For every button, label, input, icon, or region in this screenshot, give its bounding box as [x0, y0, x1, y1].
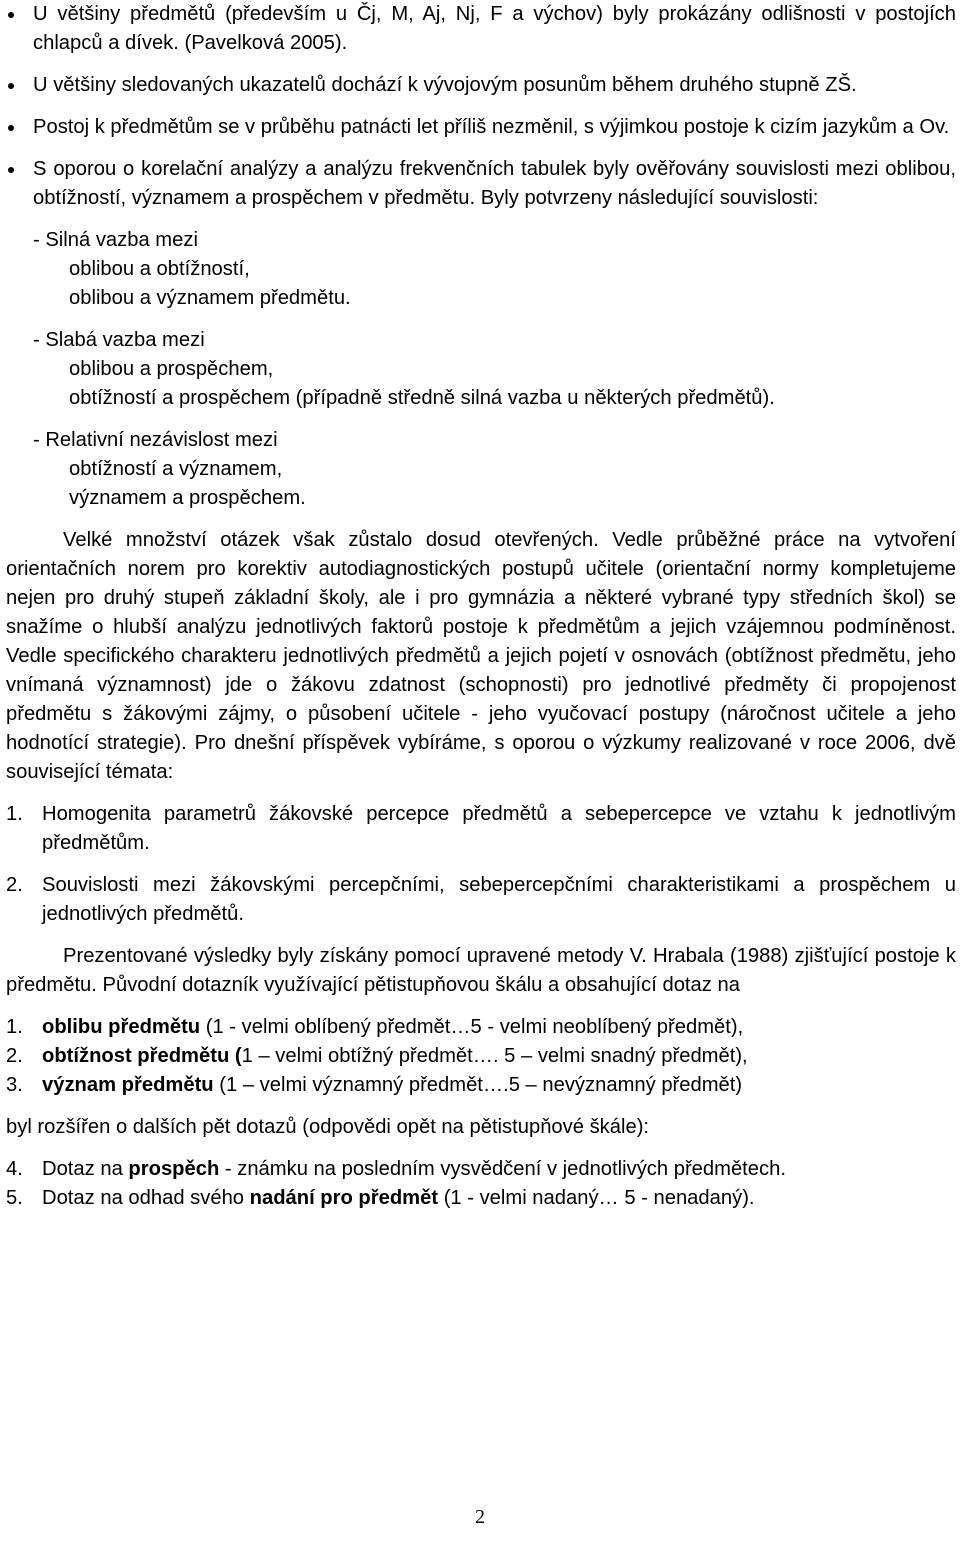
relation-line: oblibou a obtížností, — [69, 258, 250, 280]
topic-number: 1. — [6, 803, 23, 825]
page-number: 2 — [475, 1506, 485, 1528]
finding-text: S oporou o korelační analýzy a analýzu frekvenčních tabulek byly ověřovány souvislosti mezi oblibou, obtížností, významem a prospěchem v předmětu. Byly potvrzeny následující souvislosti: — [33, 158, 956, 209]
bullet-icon — [8, 167, 14, 173]
extra-question-pre: Dotaz na odhad svého — [42, 1187, 250, 1209]
topic-text: Souvislosti mezi žákovskými percepčními, sebepercepčními charakteristikami a prospěchem u jednotlivých předmětů. — [42, 874, 956, 925]
finding-text: U většiny předmětů (především u Čj, M, Aj, Nj, F a výchov) byly prokázány odlišnosti v postojích chlapců a dívek. (Pavelková 2005). — [33, 3, 956, 54]
relation-heading: - Silná vazba mezi — [33, 229, 198, 251]
relation-line: obtížností a významem, — [69, 458, 283, 480]
questions-list — [6, 1013, 956, 1100]
extra-question-rest: - známku na posledním vysvědčení v jednotlivých předmětech. — [219, 1158, 786, 1180]
extra-question-number: 4. — [6, 1158, 23, 1180]
topics-list — [6, 800, 956, 929]
question-bold: význam předmětu — [42, 1074, 214, 1096]
question-item — [6, 1042, 956, 1071]
question-rest: (1 - velmi oblíbený předmět…5 - velmi neoblíbený předmět), — [200, 1016, 744, 1038]
topic-item — [6, 871, 956, 929]
finding-item — [6, 155, 956, 213]
finding-item — [6, 71, 956, 100]
relation-line: obtížností a prospěchem (případně středně silná vazba u některých předmětů). — [69, 387, 775, 409]
topic-text: Homogenita parametrů žákovské percepce předmětů a sebepercepce ve vztahu k jednotlivým předmětům. — [42, 803, 956, 854]
question-item — [6, 1071, 956, 1100]
body-paragraph: Prezentované výsledky byly získány pomocí upravené metody V. Hrabala (1988) zjišťující postoje k předmětu. Původní dotazník využívající pětistupňovou škálu a obsahující dotaz na — [6, 945, 956, 996]
question-number: 1. — [6, 1016, 23, 1038]
body-paragraph: Velké množství otázek však zůstalo dosud otevřených. Vedle průběžné práce na vytvoření orientačních norem pro korektiv autodiagnostických postupů učitele (orientační normy kompletujeme nejen pro druhý stupeň základní školy, ale i pro gymnázia a některé vybrané typy středních škol) se snažíme o hlubší analýzu jednotlivých faktorů postoje k předmětům a jejich vzájemnou podmíněnost. Vedle specifického charakteru jednotlivých předmětů a jejich pojetí v osnovách (obtížnost předmětu, jeho vnímaná významnost) jde o žákovu zdatnost (schopnosti) pro jednotlivé předměty či propojenost předmětu s žákovými zájmy, o působení učitele - jeho vyučovací postupy (náročnost učitele a jeho hodnotící strategie). Pro dnešní příspěvek vybíráme, s oporou o výzkumy realizované v roce 2006, dvě související témata: — [6, 529, 956, 783]
extension-line: byl rozšířen o dalších pět dotazů (odpovědi opět na pětistupňové škále): — [6, 1116, 650, 1138]
document-page — [6, 0, 956, 1213]
question-bold: oblibu předmětu — [42, 1016, 201, 1038]
relation-block — [33, 226, 956, 313]
question-item — [6, 1013, 956, 1042]
extra-question-item — [6, 1155, 956, 1184]
finding-text: U většiny sledovaných ukazatelů dochází k vývojovým posunům během druhého stupně ZŠ. — [33, 74, 857, 96]
findings-list — [6, 0, 956, 213]
question-rest: 1 – velmi obtížný předmět…. 5 – velmi snadný předmět), — [241, 1045, 748, 1067]
bullet-icon — [8, 83, 14, 89]
relation-heading: - Slabá vazba mezi — [33, 329, 205, 351]
extra-questions-list — [6, 1155, 956, 1213]
finding-text: Postoj k předmětům se v průběhu patnácti let příliš nezměnil, s výjimkou postoje k cizím jazykům a Ov. — [33, 116, 950, 138]
bullet-icon — [8, 12, 14, 18]
relation-line: oblibou a prospěchem, — [69, 358, 274, 380]
topic-item — [6, 800, 956, 858]
relation-heading: - Relativní nezávislost mezi — [33, 429, 278, 451]
question-bold: obtížnost předmětu ( — [42, 1045, 242, 1067]
finding-item — [6, 0, 956, 58]
extra-question-number: 5. — [6, 1187, 23, 1209]
finding-item — [6, 113, 956, 142]
extra-question-bold: nadání pro předmět — [249, 1187, 439, 1209]
question-rest: (1 – velmi významný předmět….5 – nevýznamný předmět) — [213, 1074, 743, 1096]
relation-line: oblibou a významem předmětu. — [69, 287, 351, 309]
extra-question-item — [6, 1184, 956, 1213]
bullet-icon — [8, 125, 14, 131]
question-number: 3. — [6, 1074, 23, 1096]
extra-question-pre: Dotaz na — [42, 1158, 129, 1180]
relation-block — [33, 326, 956, 413]
question-number: 2. — [6, 1045, 23, 1067]
relation-block — [33, 426, 956, 513]
relation-line: významem a prospěchem. — [69, 487, 306, 509]
extra-question-bold: prospěch — [128, 1158, 220, 1180]
extra-question-rest: (1 - velmi nadaný… 5 - nenadaný). — [438, 1187, 755, 1209]
topic-number: 2. — [6, 874, 23, 896]
